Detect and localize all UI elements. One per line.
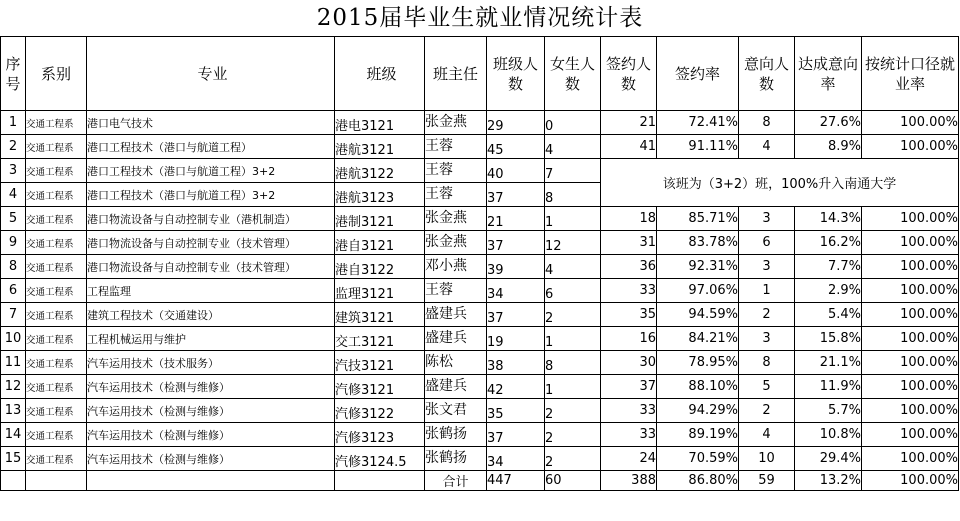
cell-size: 37: [487, 231, 545, 255]
header-teacher: 班主任: [425, 37, 487, 111]
cell-teacher: 盛建兵: [425, 375, 487, 399]
cell-teacher: 张鹤扬: [425, 423, 487, 447]
cell-intent-rate: 10.8%: [795, 423, 862, 447]
cell-intent-rate: 11.9%: [795, 375, 862, 399]
cell-class: 汽修3123: [335, 423, 425, 447]
cell-class: 港航3123: [335, 183, 425, 207]
page-title: 2015届毕业生就业情况统计表: [316, 5, 644, 31]
total-sign-rate: 86.80%: [657, 471, 739, 491]
cell-size: 40: [487, 159, 545, 183]
cell-major: 汽车运用技术（检测与维修）: [87, 447, 335, 471]
cell-employ-rate: 100.00%: [862, 207, 959, 231]
cell-female: 4: [545, 255, 601, 279]
cell-seq: 6: [1, 279, 26, 303]
cell-teacher: 陈松: [425, 351, 487, 375]
cell-female: 2: [545, 399, 601, 423]
cell-seq: 15: [1, 447, 26, 471]
cell-major: 港口工程技术（港口与航道工程）3+2: [87, 159, 335, 183]
cell-teacher: 盛建兵: [425, 327, 487, 351]
cell-size: 37: [487, 423, 545, 447]
cell-teacher: 王蓉: [425, 159, 487, 183]
header-class-size: 班级人数: [487, 37, 545, 111]
cell-dept: 交通工程系: [26, 375, 87, 399]
cell-sign-rate: 94.29%: [657, 399, 739, 423]
cell-signed: 33: [601, 279, 657, 303]
cell-seq: 10: [1, 327, 26, 351]
cell-intent-rate: 16.2%: [795, 231, 862, 255]
cell-female: 2: [545, 303, 601, 327]
cell-employ-rate: 100.00%: [862, 111, 959, 135]
cell-major: 汽车运用技术（检测与维修）: [87, 423, 335, 447]
cell-major: 建筑工程技术（交通建设）: [87, 303, 335, 327]
cell-class: 港航3122: [335, 159, 425, 183]
cell-major: 工程机械运用与维护: [87, 327, 335, 351]
cell-sign-rate: 85.71%: [657, 207, 739, 231]
cell-signed: 16: [601, 327, 657, 351]
header-intent: 意向人数: [739, 37, 795, 111]
cell-class: 汽修3122: [335, 399, 425, 423]
cell-dept: 交通工程系: [26, 231, 87, 255]
table-row: [1, 399, 959, 423]
cell-employ-rate: 100.00%: [862, 255, 959, 279]
cell-intent: 2: [739, 303, 795, 327]
cell-class: 汽修3124.5: [335, 447, 425, 471]
cell-size: 42: [487, 375, 545, 399]
cell-intent: 10: [739, 447, 795, 471]
cell-female: 6: [545, 279, 601, 303]
cell-seq: 2: [1, 135, 26, 159]
cell-female: 1: [545, 207, 601, 231]
cell-signed: 37: [601, 375, 657, 399]
cell-signed: 30: [601, 351, 657, 375]
table-row: [1, 231, 959, 255]
cell-sign-rate: 78.95%: [657, 351, 739, 375]
cell-sign-rate: 72.41%: [657, 111, 739, 135]
cell-class: 港自3122: [335, 255, 425, 279]
cell-teacher: 张鹤扬: [425, 447, 487, 471]
cell-female: 7: [545, 159, 601, 183]
total-label: 合计: [425, 471, 487, 491]
cell-class: 港航3121: [335, 135, 425, 159]
cell-dept: 交通工程系: [26, 207, 87, 231]
cell-female: 1: [545, 375, 601, 399]
cell-class: 汽修3121: [335, 375, 425, 399]
cell-employ-rate: 100.00%: [862, 327, 959, 351]
cell-intent: 1: [739, 279, 795, 303]
cell-teacher: 张文君: [425, 399, 487, 423]
cell-seq: 7: [1, 303, 26, 327]
cell-major: 港口物流设备与自动控制专业（港机制造）: [87, 207, 335, 231]
cell-signed: 21: [601, 111, 657, 135]
cell-size: 37: [487, 183, 545, 207]
cell-major: 港口电气技术: [87, 111, 335, 135]
cell-sign-rate: 83.78%: [657, 231, 739, 255]
cell-dept: 交通工程系: [26, 327, 87, 351]
header-row: [1, 37, 959, 111]
total-size: 447: [487, 471, 545, 491]
cell-dept: 交通工程系: [26, 423, 87, 447]
total-intent: 59: [739, 471, 795, 491]
cell-employ-rate: 100.00%: [862, 351, 959, 375]
cell-major: 汽车运用技术（检测与维修）: [87, 375, 335, 399]
cell-class: 港电3121: [335, 111, 425, 135]
cell-intent: 3: [739, 207, 795, 231]
cell-size: 39: [487, 255, 545, 279]
cell-class: 汽技3121: [335, 351, 425, 375]
cell-intent: 8: [739, 111, 795, 135]
cell-size: 45: [487, 135, 545, 159]
cell-intent: 4: [739, 135, 795, 159]
cell-major: 港口工程技术（港口与航道工程）: [87, 135, 335, 159]
cell-intent-rate: 21.1%: [795, 351, 862, 375]
cell-teacher: 邓小燕: [425, 255, 487, 279]
header-seq: 序号: [1, 37, 26, 111]
cell-class: 建筑3121: [335, 303, 425, 327]
table-row: [1, 111, 959, 135]
cell-teacher: 王蓉: [425, 279, 487, 303]
cell-size: 19: [487, 327, 545, 351]
cell-signed: 33: [601, 423, 657, 447]
cell-intent-rate: 29.4%: [795, 447, 862, 471]
cell-signed: 41: [601, 135, 657, 159]
cell-sign-rate: 70.59%: [657, 447, 739, 471]
cell-size: 34: [487, 279, 545, 303]
cell-dept: 交通工程系: [26, 159, 87, 183]
cell-signed: 18: [601, 207, 657, 231]
cell-major: 港口物流设备与自动控制专业（技术管理）: [87, 255, 335, 279]
header-major: 专业: [87, 37, 335, 111]
total-intent-rate: 13.2%: [795, 471, 862, 491]
cell-female: 2: [545, 447, 601, 471]
cell-female: 8: [545, 351, 601, 375]
cell-dept: 交通工程系: [26, 255, 87, 279]
cell-major: 港口物流设备与自动控制专业（技术管理）: [87, 231, 335, 255]
cell-seq: 5: [1, 207, 26, 231]
cell-intent: 6: [739, 231, 795, 255]
cell-intent: 4: [739, 423, 795, 447]
cell-employ-rate: 100.00%: [862, 279, 959, 303]
header-dept: 系别: [26, 37, 87, 111]
cell-intent-rate: 8.9%: [795, 135, 862, 159]
total-row: [1, 471, 959, 491]
cell-teacher: 王蓉: [425, 135, 487, 159]
total-signed: 388: [601, 471, 657, 491]
total-female: 60: [545, 471, 601, 491]
employment-table: [0, 36, 959, 491]
cell-seq: 12: [1, 375, 26, 399]
table-row: [1, 447, 959, 471]
cell-employ-rate: 100.00%: [862, 231, 959, 255]
table-row: [1, 135, 959, 159]
cell-sign-rate: 88.10%: [657, 375, 739, 399]
cell-major: 汽车运用技术（检测与维修）: [87, 399, 335, 423]
cell-intent-rate: 14.3%: [795, 207, 862, 231]
cell-sign-rate: 84.21%: [657, 327, 739, 351]
cell-seq: 4: [1, 183, 26, 207]
total-blank-major: [87, 471, 335, 491]
cell-class: 监理3121: [335, 279, 425, 303]
table-row: [1, 255, 959, 279]
cell-employ-rate: 100.00%: [862, 399, 959, 423]
cell-teacher: 张金燕: [425, 231, 487, 255]
cell-intent-rate: 2.9%: [795, 279, 862, 303]
cell-signed: 35: [601, 303, 657, 327]
cell-size: 35: [487, 399, 545, 423]
cell-intent-rate: 27.6%: [795, 111, 862, 135]
cell-employ-rate: 100.00%: [862, 375, 959, 399]
table-row: [1, 279, 959, 303]
cell-intent-rate: 5.4%: [795, 303, 862, 327]
cell-teacher: 王蓉: [425, 183, 487, 207]
cell-intent: 8: [739, 351, 795, 375]
cell-class: 港制3121: [335, 207, 425, 231]
cell-seq: 3: [1, 159, 26, 183]
cell-intent: 3: [739, 327, 795, 351]
cell-sign-rate: 94.59%: [657, 303, 739, 327]
cell-class: 港自3121: [335, 231, 425, 255]
table-row: [1, 159, 959, 183]
cell-size: 37: [487, 303, 545, 327]
cell-employ-rate: 100.00%: [862, 447, 959, 471]
header-employ-rate: 按统计口径就业率: [862, 37, 959, 111]
cell-dept: 交通工程系: [26, 111, 87, 135]
cell-sign-rate: 97.06%: [657, 279, 739, 303]
cell-female: 12: [545, 231, 601, 255]
cell-seq: 9: [1, 231, 26, 255]
cell-size: 29: [487, 111, 545, 135]
cell-signed: 36: [601, 255, 657, 279]
cell-size: 34: [487, 447, 545, 471]
cell-teacher: 张金燕: [425, 111, 487, 135]
cell-signed: 24: [601, 447, 657, 471]
cell-intent: 3: [739, 255, 795, 279]
cell-dept: 交通工程系: [26, 279, 87, 303]
cell-dept: 交通工程系: [26, 351, 87, 375]
cell-class: 交工3121: [335, 327, 425, 351]
cell-signed: 31: [601, 231, 657, 255]
cell-intent-rate: 5.7%: [795, 399, 862, 423]
cell-sign-rate: 92.31%: [657, 255, 739, 279]
cell-teacher: 张金燕: [425, 207, 487, 231]
total-employ-rate: 100.00%: [862, 471, 959, 491]
header-female: 女生人数: [545, 37, 601, 111]
total-blank-class: [335, 471, 425, 491]
table-row: [1, 423, 959, 447]
cell-dept: 交通工程系: [26, 399, 87, 423]
cell-teacher: 盛建兵: [425, 303, 487, 327]
total-blank-dept: [26, 471, 87, 491]
cell-sign-rate: 91.11%: [657, 135, 739, 159]
cell-employ-rate: 100.00%: [862, 303, 959, 327]
cell-intent-rate: 7.7%: [795, 255, 862, 279]
cell-intent: 2: [739, 399, 795, 423]
table-row: [1, 327, 959, 351]
cell-female: 0: [545, 111, 601, 135]
cell-seq: 13: [1, 399, 26, 423]
header-signed: 签约人数: [601, 37, 657, 111]
cell-intent-rate: 15.8%: [795, 327, 862, 351]
cell-seq: 8: [1, 255, 26, 279]
cell-dept: 交通工程系: [26, 447, 87, 471]
cell-size: 38: [487, 351, 545, 375]
table-row: [1, 303, 959, 327]
header-intent-rate: 达成意向率: [795, 37, 862, 111]
cell-major: 港口工程技术（港口与航道工程）3+2: [87, 183, 335, 207]
cell-employ-rate: 100.00%: [862, 423, 959, 447]
cell-dept: 交通工程系: [26, 303, 87, 327]
cell-major: 工程监理: [87, 279, 335, 303]
cell-employ-rate: 100.00%: [862, 135, 959, 159]
table-row: [1, 375, 959, 399]
cell-female: 8: [545, 183, 601, 207]
cell-female: 2: [545, 423, 601, 447]
cell-sign-rate: 89.19%: [657, 423, 739, 447]
table-row: [1, 351, 959, 375]
cell-dept: 交通工程系: [26, 135, 87, 159]
header-sign-rate: 签约率: [657, 37, 739, 111]
cell-signed: 33: [601, 399, 657, 423]
cell-seq: 11: [1, 351, 26, 375]
cell-major: 汽车运用技术（技术服务）: [87, 351, 335, 375]
cell-size: 21: [487, 207, 545, 231]
cell-seq: 1: [1, 111, 26, 135]
cell-female: 4: [545, 135, 601, 159]
cell-dept: 交通工程系: [26, 183, 87, 207]
table-row: [1, 207, 959, 231]
header-class: 班级: [335, 37, 425, 111]
merged-note: 该班为（3+2）班，100%升入南通大学: [601, 159, 959, 207]
cell-intent: 5: [739, 375, 795, 399]
cell-female: 1: [545, 327, 601, 351]
total-blank-seq: [1, 471, 26, 491]
cell-seq: 14: [1, 423, 26, 447]
